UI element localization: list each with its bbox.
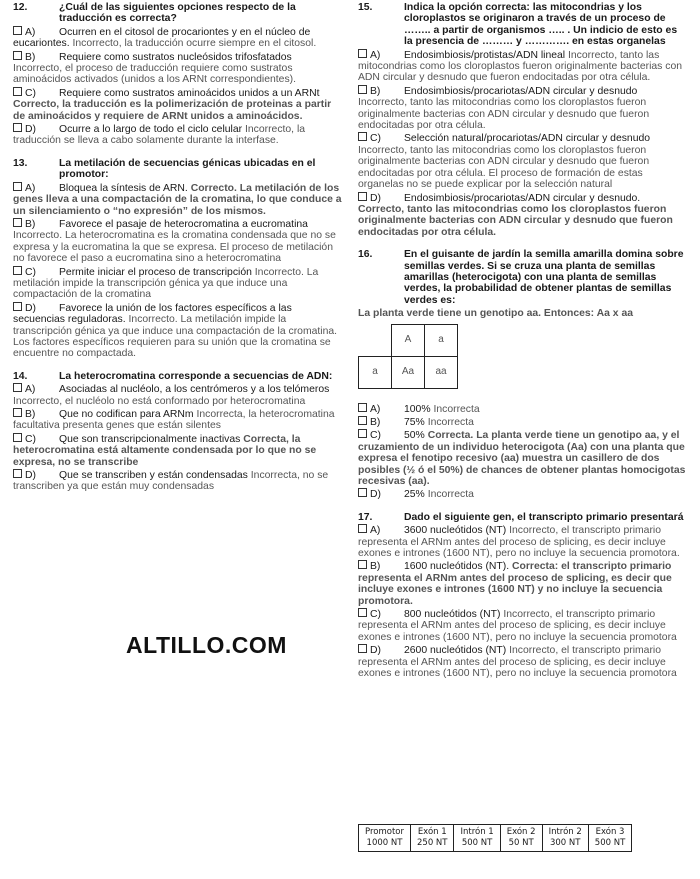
checkbox[interactable] (358, 49, 367, 58)
option-text: Favorece la unión de los factores específicos a las secuencias reguladoras. (13, 302, 292, 326)
option-text: Ocurren en el citosol de procariontes y en el núcleo de eucariontes. (13, 26, 311, 50)
option-letter (13, 383, 59, 395)
punnett-side: a (359, 356, 392, 388)
question-number: 14. (13, 370, 28, 382)
checkbox[interactable] (13, 51, 22, 60)
question-text: Dado el siguiente gen, el transcripto primario presentará (404, 511, 684, 523)
punnett-corner (359, 324, 392, 356)
option-label: D) (25, 302, 36, 314)
checkbox[interactable] (358, 608, 367, 617)
option-item (13, 182, 343, 217)
punnett-square (358, 324, 458, 389)
option-letter (13, 469, 59, 481)
option-text: Selección natural/procariotas/ADN circular y desnudo (404, 133, 651, 145)
option-label: B) (370, 416, 381, 428)
option-text: 800 nucleótidos (NT) (404, 609, 501, 621)
question-header (13, 158, 343, 181)
option-letter (358, 560, 404, 572)
option-label: D) (370, 192, 381, 204)
option-letter (358, 49, 404, 61)
checkbox[interactable] (358, 429, 367, 438)
question-number: 15. (358, 2, 373, 13)
gene-header: Exón 1 (417, 827, 447, 837)
gene-cell (500, 825, 542, 852)
option-letter (358, 416, 404, 428)
option-explanation: Incorrecta, no se transcriben ya que están muy condensadas (13, 470, 329, 493)
option-letter (13, 87, 59, 99)
checkbox[interactable] (358, 403, 367, 412)
option-explanation: Incorrecto. La heterocromatina es la cromatina condensada que no se expresa y la eucromatina la que se expresa. El proceso de metilación no favorece el paso a eucromatina sino a heterocromatina (13, 230, 336, 265)
gene-value: 500 NT (594, 838, 626, 848)
option-label: A) (370, 525, 381, 537)
option-item (358, 644, 686, 679)
option-explanation: Incorrecto, la traducción ocurre siempre en el citosol. (72, 38, 317, 50)
punnett-row (359, 356, 458, 388)
question-header (358, 249, 686, 306)
option-text: Requiere como sustratos nucleósidos trifosfatados (59, 51, 292, 63)
option-item (13, 26, 343, 50)
gene-value: 500 NT (461, 838, 493, 848)
checkbox[interactable] (358, 416, 367, 425)
option-item (13, 87, 343, 122)
gene-table (358, 824, 632, 852)
checkbox[interactable] (13, 266, 22, 275)
gene-value: 250 NT (417, 838, 448, 848)
checkbox[interactable] (13, 383, 22, 392)
checkbox[interactable] (358, 524, 367, 533)
option-explanation: Incorrecto, tanto las mitocondrias como los cloroplastos fueron originalmente bacterias con ADN circular y desnudo que fueron endocitadas por otra célula. (358, 49, 683, 84)
gene-cell (454, 825, 500, 852)
option-item (13, 469, 343, 493)
question-block (13, 158, 343, 360)
option-explanation: Incorrecto. La metilación impide la transcripción génica ya que induce una compactación de la cromatina. Los factores específicos requieren para su unión que la cromatina se encuentre no compactada. (13, 314, 338, 360)
option-explanation: Incorrecto, tanto las mitocondrias como los cloroplastos fueron originalmente bacterias con ADN circular y desnudo que fueron endocitadas por otra célula. (358, 97, 650, 132)
option-explanation: Incorrecto, tanto las mitocondrias como los cloroplastos fueron originalmente bacterias con ADN circular y desnudo que fueron endocitadas por otra célula. El proceso de formación de estas organelas no se puede explicar por la selección natural (358, 144, 650, 191)
option-explanation: Incorrecto, el nucléolo no está conformado por heterocromatina (13, 395, 306, 407)
option-label: C) (25, 266, 36, 278)
punnett-cell: aa (425, 356, 458, 388)
option-item (13, 218, 343, 265)
option-letter (358, 132, 404, 144)
option-label: A) (370, 49, 381, 61)
question-block (358, 249, 686, 501)
gene-header: Exón 2 (506, 827, 536, 837)
option-explanation: Incorrecto, la traducción se lleva a cabo solamente durante la interfase. (13, 124, 306, 147)
punnett-header: A (392, 324, 425, 356)
option-explanation: Incorrecto, el proceso de traducción requiere como sustratos aminoácidos activados (unidos a los ARNt correspondientes). (13, 63, 297, 86)
option-item (358, 132, 686, 190)
option-letter (358, 608, 404, 620)
option-text: Que son transcripcionalmente inactivas (59, 433, 241, 445)
checkbox[interactable] (13, 433, 22, 442)
question-block (358, 2, 686, 238)
option-item (13, 51, 343, 86)
gene-value: 300 NT (549, 838, 581, 848)
right-column (358, 2, 686, 691)
checkbox[interactable] (13, 87, 22, 96)
checkbox[interactable] (13, 302, 22, 311)
option-explanation: Incorrecta, la heterocromatina facultativa presenta genes que están silentes (13, 409, 335, 432)
option-label: B) (25, 218, 36, 230)
option-label: C) (370, 133, 381, 145)
option-item (13, 302, 343, 360)
checkbox[interactable] (358, 644, 367, 653)
option-label: C) (370, 430, 381, 442)
option-letter (358, 403, 404, 415)
option-letter (358, 644, 404, 656)
option-letter (358, 192, 404, 204)
option-label: D) (370, 489, 381, 501)
question-header (358, 2, 686, 48)
punnett-intro: La planta verde tiene un genotipo aa. Entonces: Aa x aa (358, 308, 634, 320)
option-explanation: Correcta, la heterocromatina está altamente condensada por lo que no se expresa, no se transcribe (13, 433, 317, 468)
option-text: Que se transcriben y están condensadas (59, 470, 248, 482)
option-label: C) (25, 433, 36, 445)
option-label: B) (370, 85, 381, 97)
option-item (358, 429, 686, 487)
option-letter (13, 408, 59, 420)
option-item (13, 266, 343, 301)
option-text: Endosimbiosis/protistas/ADN lineal (404, 49, 566, 61)
option-letter (358, 85, 404, 97)
checkbox[interactable] (13, 408, 22, 417)
option-item (358, 416, 686, 428)
gene-cell (411, 825, 454, 852)
gene-table-row (359, 825, 632, 852)
option-label: B) (25, 51, 36, 63)
option-item (13, 383, 343, 407)
gene-value: 1000 NT (366, 838, 403, 848)
option-item (358, 192, 686, 239)
option-item (358, 560, 686, 607)
option-text: Permite iniciar el proceso de transcripción (59, 266, 252, 278)
option-explanation: Incorrecto. La metilación impide la transcripción génica ya que induce una compactación de la cromatina (13, 266, 319, 301)
option-text: 2600 nucleótidos (NT) (404, 645, 507, 657)
option-explanation: Incorrecto, el transcripto primario representa el ARNm antes del proceso de splicing, es decir incluye exones e intrones (1600 NT), pero no incluye la secuencia promotora (358, 645, 677, 680)
checkbox[interactable] (358, 132, 367, 141)
option-explanation: Correcta. La planta verde tiene un genotipo aa, y el cruzamiento de un individuo heterocigota (Aa) con una planta que expresa el fenotipo recesivo (aa) muestra un casillero de dos posibles (½ ó el 50%) de chances de obtener plantas homocigotas recesivas (aa). (358, 430, 686, 487)
altillo-logo: ALTILLO.COM (126, 632, 287, 658)
option-item (13, 433, 343, 468)
option-letter (13, 182, 59, 194)
option-label: A) (25, 26, 36, 38)
option-text: Endosimbiosis/procariotas/ADN circular y desnudo (404, 85, 638, 97)
question-header (13, 2, 343, 25)
option-label: D) (25, 124, 36, 136)
option-text: Bloquea la síntesis de ARN. (59, 182, 188, 194)
option-label: C) (25, 87, 36, 99)
option-explanation: Correcto. La metilación de los genes lleva a una compactación de la cromatina, lo que conduce a un silenciamiento o “no expresión” de los mismos. (13, 182, 342, 217)
question-block (13, 371, 343, 493)
checkbox[interactable] (358, 85, 367, 94)
punnett-cell: Aa (392, 356, 425, 388)
option-item (358, 524, 686, 559)
checkbox[interactable] (13, 123, 22, 132)
option-letter (13, 302, 59, 314)
option-label: A) (25, 384, 36, 396)
option-label: A) (370, 403, 381, 415)
checkbox[interactable] (13, 182, 22, 191)
question-header (358, 512, 686, 523)
option-text: Ocurre a lo largo de todo el ciclo celular (59, 124, 243, 136)
option-label: C) (370, 609, 381, 621)
option-text: 3600 nucleótidos (NT) (404, 525, 507, 537)
option-letter (358, 429, 404, 441)
checkbox[interactable] (13, 469, 22, 478)
option-text: Requiere como sustratos aminoácidos unidos a un ARNt (59, 87, 320, 99)
option-item (358, 49, 686, 84)
gene-header: Intrón 1 (460, 827, 494, 837)
option-label: A) (25, 182, 36, 194)
option-label: D) (25, 470, 36, 482)
option-explanation: Incorrecto, el transcripto primario representa el ARNm antes del proceso de splicing, es decir incluye exones e intrones (1600 NT), pero no incluye la secuencia promotora (358, 609, 677, 643)
option-letter (13, 123, 59, 135)
gene-value: 50 NT (508, 838, 534, 848)
option-label: B) (25, 409, 36, 420)
option-text: 50% (404, 430, 425, 442)
option-label: B) (370, 561, 381, 573)
checkbox[interactable] (358, 560, 367, 569)
option-item (13, 408, 343, 432)
option-explanation: Correcta: el transcripto primario representa el ARNm antes del proceso de splicing, es decir que incluye exones e intrones (1600 NT) y no incluye la secuencia promotora. (358, 561, 672, 607)
question-text: En el guisante de jardín la semilla amarilla domina sobre semillas verdes. Si se cruza una planta de semillas amarillas (heterocigota) con una planta de semillas verdes, la probabilidad de obtener plantas de semillas verdes es: (404, 249, 684, 306)
gene-header: Exón 3 (595, 827, 625, 837)
option-item (358, 608, 686, 643)
option-letter (13, 218, 59, 230)
option-item (358, 488, 686, 500)
question-number: 13. (13, 157, 28, 169)
gene-cell (588, 825, 631, 852)
checkbox[interactable] (13, 218, 22, 227)
option-text: Asociadas al nucléolo, a los centrómeros y a los telómeros (59, 384, 330, 396)
option-explanation: Incorrecta (433, 403, 480, 415)
question-block (358, 512, 686, 680)
checkbox[interactable] (358, 488, 367, 497)
option-text: 100% (404, 403, 431, 415)
question-header (13, 371, 343, 382)
gene-header: Intrón 2 (548, 827, 582, 837)
option-letter (13, 266, 59, 278)
question-block (13, 2, 343, 147)
question-number: 17. (358, 511, 373, 523)
question-text: Indica la opción correcta: las mitocondrias y los cloroplastos se originaron a través de un proceso de …….. a partir de organismos ….. . Un indicio de esto es la presencia de ……… y …………. en estas organelas (404, 2, 678, 48)
option-letter (13, 26, 59, 38)
question-number: 12. (13, 2, 28, 13)
option-item (358, 85, 686, 132)
option-letter (13, 51, 59, 63)
option-explanation: Incorrecto, el transcripto primario representa el ARNm antes del proceso de splicing, es decir incluye exones e intrones (1600 NT), pero no incluye la secuencia promotora. (358, 525, 680, 560)
option-text: 1600 nucleótidos (NT). (404, 561, 510, 573)
question-text: ¿Cuál de las siguientes opciones respecto de la traducción es correcta? (59, 2, 296, 25)
punnett-header: a (425, 324, 458, 356)
option-letter (358, 524, 404, 536)
gene-cell (359, 825, 411, 852)
option-text: 75% (404, 416, 425, 428)
option-text: Favorece el pasaje de heterocromatina a eucromatina (59, 218, 308, 230)
option-text: Endosimbiosis/procariotas/ADN circular y desnudo. (404, 192, 641, 204)
checkbox[interactable] (13, 26, 22, 35)
option-letter (358, 488, 404, 500)
option-text: Que no codifican para ARNm (59, 409, 194, 420)
left-column (13, 2, 343, 504)
option-explanation: Correcto, la traducción es la polimerización de proteinas a partir de aminoácidos y requiere de ARNt unidos a aminoácidos. (13, 99, 332, 122)
option-explanation: Correcto, tanto las mitocondrias como los cloroplastos fueron originalmente bacterias con ADN circular y desnudo que fueron endocitadas por otra célula. (358, 203, 673, 238)
option-explanation: Incorrecta (427, 416, 474, 428)
question-text: La metilación de secuencias génicas ubicadas en el promotor: (59, 157, 316, 181)
option-text: 25% (404, 489, 425, 501)
checkbox[interactable] (358, 192, 367, 201)
gene-header: Promotor (365, 827, 404, 837)
option-letter (13, 433, 59, 445)
option-label: D) (370, 645, 381, 657)
question-text: La heterocromatina corresponde a secuencias de ADN: (59, 370, 333, 382)
question-number: 16. (358, 249, 373, 261)
option-item (13, 123, 343, 147)
option-item (358, 403, 686, 415)
option-explanation: Incorrecta (427, 489, 474, 501)
punnett-row (359, 324, 458, 356)
gene-cell (542, 825, 588, 852)
